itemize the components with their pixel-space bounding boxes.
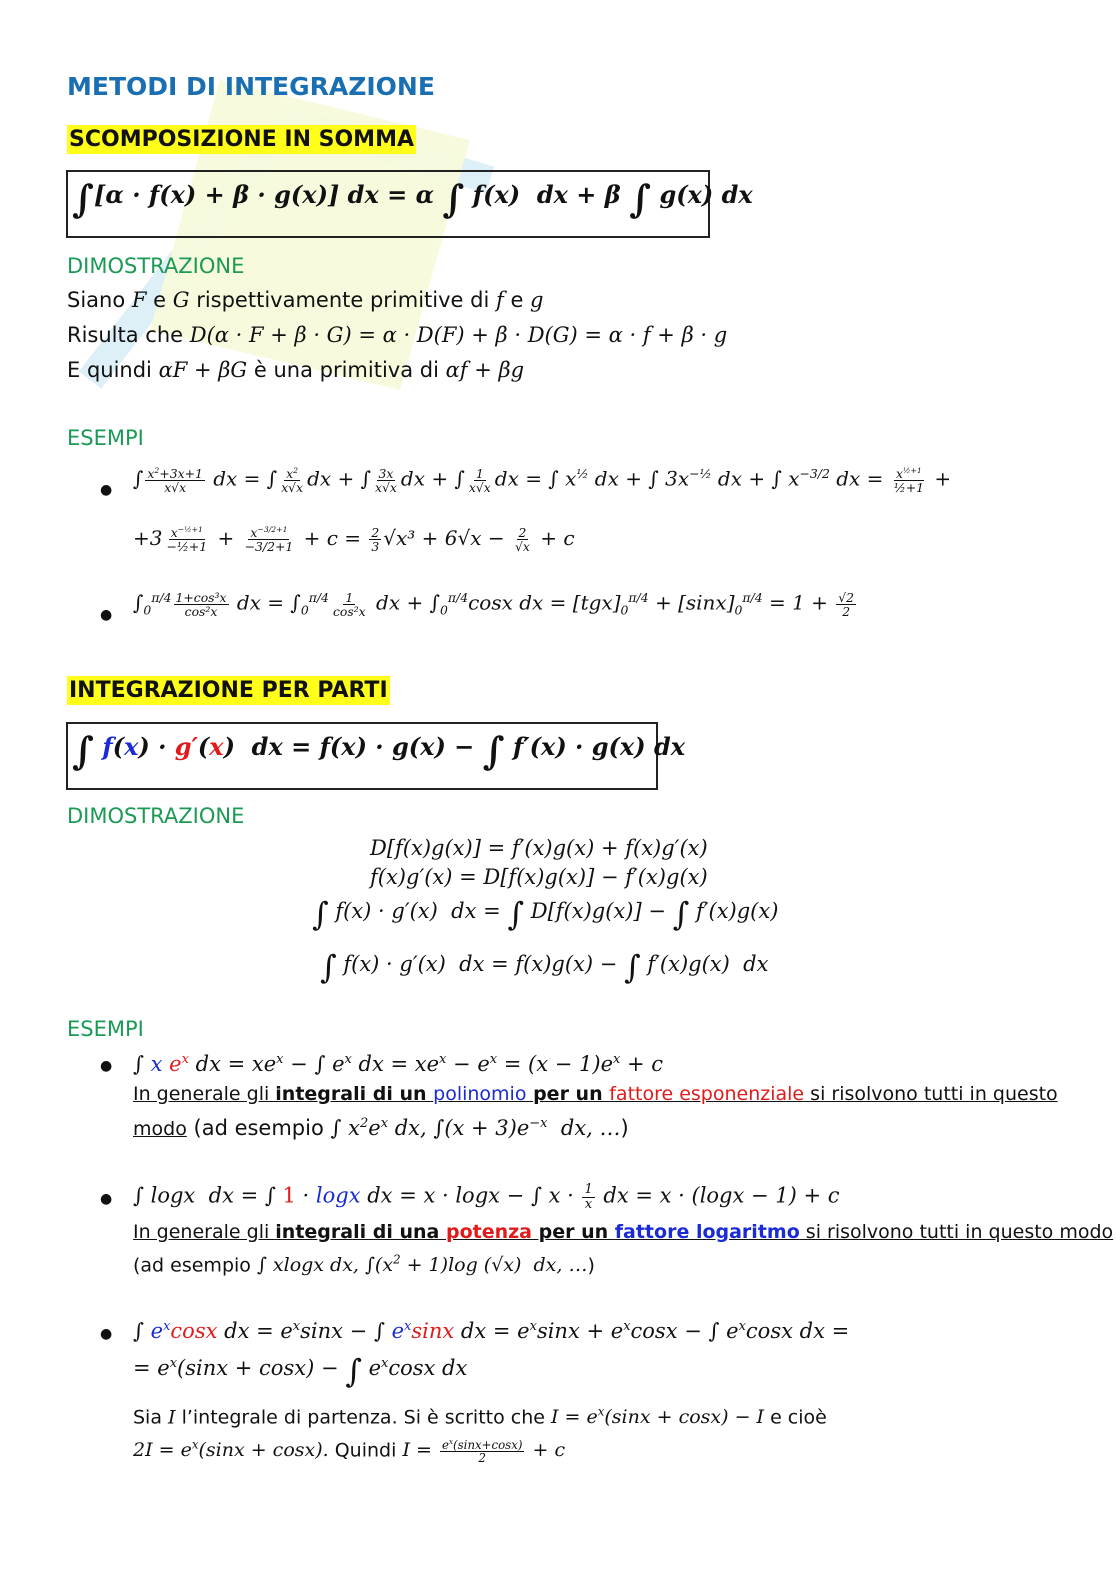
bullet-icon: ● (100, 607, 113, 623)
example1-line1: ∫ $\frac{x^2+3x+1}{x√x}$ dx = ∫ $\frac{x^2}{x√x}$ dx + ∫ $\frac{3x}{x√x}$ dx + ∫ $\frac{1}{x√x}$ dx = ∫ $x^{\frac{1}{2}}$ dx + ∫ $3x^{-\frac{1}{2}}$ dx + ∫ $x^{-3/2}$ dx = $\frac{x^{\frac{1}{2}+1}}{\text{½+1}}$ + (133, 465, 952, 495)
section-heading-per-parti: INTEGRAZIONE PER PARTI (69, 678, 388, 703)
bullet-icon: ● (100, 1191, 113, 1207)
example-b-note-line2: (ad esempio ∫ xlogx dx, $\int(x^2 + 1)\log$ (√x) dx, …) (133, 1253, 595, 1277)
examples-label-2: ESEMPI (67, 1017, 144, 1041)
bullet-icon: ● (100, 1326, 113, 1342)
demo2-line4: ∫ f(x) · g′(x) dx = f(x)g(x) − ∫ f′(x)g(x) dx (320, 948, 769, 986)
example2: $\int_0^{\pi/4}$ $\frac{\text{1+cos³x}}{\text{cos²x}}$ dx = $\int_0^{\pi/4}$ $\frac{1}{\text{cos²x}}$ dx + $\int_0^{\pi/4}\cos x$ dx = $[tgx]_0^{\pi/4} + [\sin x]_0^{\pi/4} = 1$ + $\frac{√2}{2}$ (133, 589, 855, 619)
page-title: METODI DI INTEGRAZIONE (67, 72, 435, 101)
demo1-line3: E quindi αF + βG è una primitiva di αf + βg (67, 358, 525, 382)
formula-linearity: ∫[α · f(x) + β · g(x)] dx = α ∫ f(x) dx + β ∫ g(x) dx (72, 176, 753, 221)
example-b-formula: ∫ logx dx = ∫ 1 · logx dx = x · logx − ∫ x · $\frac{1}{x}$ dx = x · (logx − 1) + c (133, 1182, 840, 1212)
section-heading-scomposizione: SCOMPOSIZIONE IN SOMMA (69, 127, 414, 152)
bullet-icon: ● (100, 482, 113, 498)
demo2-line1: D[f(x)g(x)] = f′(x)g(x) + f(x)g′(x) (370, 836, 708, 860)
example-a-formula: ∫ x $e^x$ dx = $xe^x$ − ∫ $e^x$ dx = $xe^x - e^x = (x - 1)e^x + c$ (133, 1052, 664, 1076)
formula-by-parts: ∫ f(x) · g′(x) dx = f(x) · g(x) − ∫ f′(x) · g(x) dx (72, 728, 686, 773)
examples-label-1: ESEMPI (67, 426, 144, 450)
demo-label-2: DIMOSTRAZIONE (67, 804, 245, 828)
demo2-line3: ∫ f(x) · g′(x) dx = ∫ D[f(x)g(x)] − ∫ f′(x)g(x) (312, 895, 779, 933)
demo1-line2: Risulta che D(α · F + β · G) = α · D(F) + β · D(G) = α · f + β · g (67, 323, 728, 347)
demo1-line1: Siano F e G rispettivamente primitive di f e g (67, 288, 544, 312)
example-c-line1: ∫ $e^x\cos x$ dx = $e^x\sin x$ − ∫ $e^x\sin x$ dx = $e^x\sin x + e^x\cos x$ − ∫ $e^x\cos x$ dx = (133, 1319, 850, 1343)
demo-label-1: DIMOSTRAZIONE (67, 254, 245, 278)
example-c-line2: = $e^x(\sin x + \cos x)$ − ∫ $e^x\cos x$ dx (133, 1352, 468, 1390)
example-a-note-line1: In generale gli integrali di un polinomio per un fattore esponenziale si risolvono tutti in questo (133, 1083, 1058, 1105)
bullet-icon: ● (100, 1058, 113, 1074)
example-c-note-line2: $2I = e^x(\sin x + \cos x)$. Quindi I = $\frac{e^x(\sin x+\cos x)}{2}$ + c (133, 1437, 566, 1466)
example1-line2: +3 $\frac{x^{-\frac{1}{2}+1}}{\text{−½+1}}$ + $\frac{x^{-3/2+1}}{-3/2+1}$ + c = $\frac{2}{3}$ √x³ + 6√x − $\frac{2}{√x}$ + c (133, 525, 575, 555)
example-c-note-line1: Sia I l’integrale di partenza. Si è scritto che $I = e^x(\sin x + \cos x) - I$ e cioè (133, 1405, 827, 1429)
example-a-note-line2: modo (ad esempio ∫ $x^2e^x$ dx, $\int(x + 3)e^{-x}$ dx, …) (133, 1116, 629, 1140)
example-b-note-line1: In generale gli integrali di una potenza per un fattore logaritmo si risolvono tutti in questo modo (133, 1221, 1114, 1243)
demo2-line2: f(x)g′(x) = D[f(x)g(x)] − f′(x)g(x) (370, 865, 708, 889)
